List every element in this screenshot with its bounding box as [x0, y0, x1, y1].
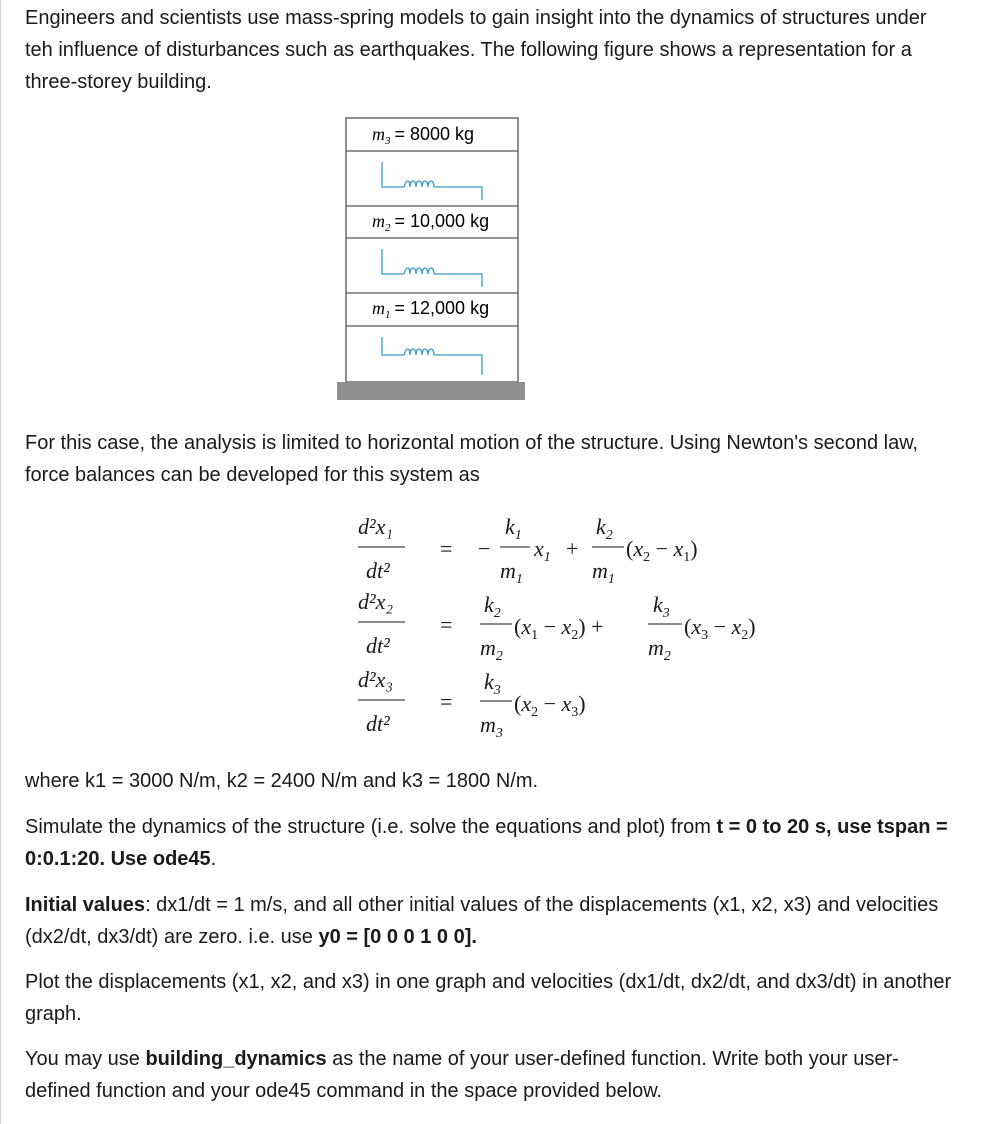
initial-values-y0: y0 = [0 0 0 1 0 0].	[318, 926, 477, 948]
initial-values-label: Initial values	[25, 894, 146, 916]
equation-3	[358, 667, 586, 741]
plot-paragraph: Plot the displacements (x1, x2, and x3) in one graph and velocities (dx1/dt, dx2/dt, and dx3/dt) in another graph.	[25, 971, 952, 1025]
equations	[0, 500, 988, 750]
svg-text:m3: $m_3$	[480, 712, 503, 741]
spring-k2	[382, 249, 482, 287]
building-frame	[346, 118, 518, 382]
function-text-pre: You may use	[25, 1048, 146, 1070]
svg-text:m1: $m_1$	[500, 558, 523, 587]
svg-text:k2: $k_2$	[484, 592, 501, 621]
initial-values-text: : dx1/dt = 1 m/s, and all other initial values of the displacements (x1, x2, x3) and velocities (dx2/dt, dx3/dt) are zero. i.e. use	[25, 894, 939, 948]
function-name: building_dynamics	[145, 1048, 327, 1070]
analysis-paragraph: For this case, the analysis is limited to horizontal motion of the structure. Using Newton's second law, force balances can be developed for this system as	[25, 432, 919, 486]
equation-1	[358, 514, 698, 587]
intro-paragraph: Engineers and scientists use mass-spring models to gain insight into the dynamics of structures under teh influence of disturbances such as earthquakes. The following figure shows a representation for a three-storey building.	[25, 7, 927, 93]
ground	[337, 382, 525, 400]
svg-text:d²x₂: d²x₂	[358, 589, 394, 614]
building-figure	[0, 0, 988, 420]
function-text-post: as the name of your user-defined function. Write both your user-defined function and your ode45 command in the space provided below.	[25, 1048, 899, 1102]
m1-label: $m_1 = 12,000$ kg	[372, 298, 490, 321]
svg-text:(x2 − x3): $(x_2 - x_3)$	[514, 691, 586, 720]
svg-text:k3: $k_3$	[484, 669, 501, 698]
spring-k1	[382, 337, 482, 375]
svg-text:dt²: dt²	[366, 633, 390, 658]
svg-text:x1: $x_1$	[534, 536, 551, 565]
svg-text:+: +	[566, 536, 579, 561]
constants-paragraph: where k1 = 3000 N/m, k2 = 2400 N/m and k3 = 1800 N/m.	[25, 770, 539, 792]
simulate-end: .	[210, 848, 217, 870]
svg-text:d²x₁: d²x₁	[358, 514, 394, 539]
spring-k3	[382, 162, 482, 200]
svg-text:(x2 − x1): $(x_2 - x_1)$	[626, 536, 698, 565]
svg-text:m1: $m_1$	[592, 558, 615, 587]
svg-text:(x3 − x2): $(x_3 - x_2)$	[684, 614, 756, 643]
svg-text:m2: $m_2$	[648, 635, 671, 664]
initial-values-paragraph	[25, 889, 955, 953]
svg-text:d²x₃: d²x₃	[358, 667, 394, 692]
svg-text:=: =	[440, 689, 453, 714]
svg-text:k3: $k_3$	[653, 592, 670, 621]
svg-text:k2: $k_2$	[596, 514, 613, 543]
svg-text:=: =	[440, 612, 453, 637]
simulate-paragraph	[25, 811, 955, 875]
function-paragraph	[25, 1043, 955, 1107]
equation-2	[358, 589, 756, 664]
svg-text:=: =	[440, 536, 453, 561]
svg-text:dt²: dt²	[366, 711, 390, 736]
svg-text:m2: $m_2$	[480, 635, 503, 664]
simulate-text: Simulate the dynamics of the structure (i.e. solve the equations and plot) from	[25, 816, 717, 838]
svg-text:dt²: dt²	[366, 558, 390, 583]
svg-text:k1: $k_1$	[505, 514, 522, 543]
simulate-bold: t = 0 to 20 s, use tspan = 0:0.1:20. Use ode45	[25, 816, 948, 870]
svg-text:(x1 − x2) +: $(x_1 - x_2)$ +	[514, 614, 604, 643]
m2-label: $m_2 = 10,000$ kg	[372, 211, 490, 234]
svg-text:−: −	[478, 536, 491, 561]
m3-label: $m_3 = 8000$ kg	[372, 124, 475, 147]
